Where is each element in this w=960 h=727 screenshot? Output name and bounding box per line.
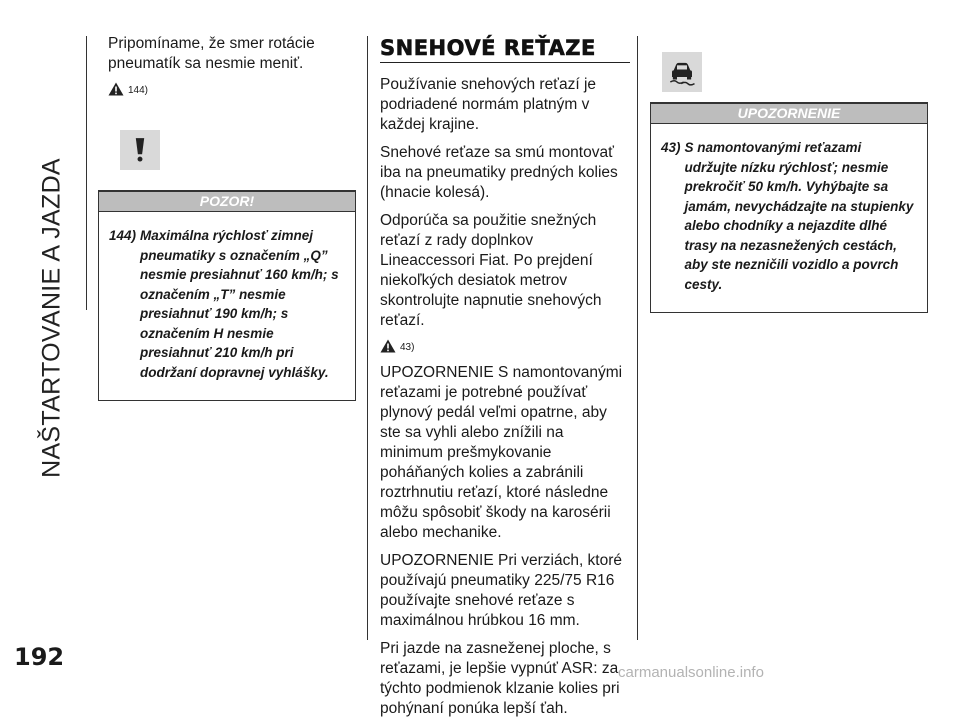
warning-reference — [380, 339, 630, 353]
intro-paragraph: Pripomíname, že smer rotácie pneumatík sa nesmie meniť. — [108, 35, 315, 72]
caution-item-text: Maximálna rýchlosť zimnej pneumatiky s označením „Q” nesmie presiahnuť 160 km/h; s označením „T” nesmie presiahnuť 190 km/h; s označením H nesmie presiahnuť 210 km/h pri dodržaní dopravnej vyhlášky. — [140, 228, 339, 380]
caution-box-body — [99, 212, 355, 400]
sidebar-divider — [86, 36, 87, 310]
caution-box-title: POZOR! — [99, 191, 355, 212]
section-sidebar-title: NAŠTARTOVANIE A JAZDA — [37, 158, 66, 478]
paragraph-3: Odporúča sa použitie snežných reťazí z rady doplnkov Lineaccessori Fiat. Po prejdení niekoľkých desiatok metrov skontrolujte napnutie snehových reťazí. — [380, 212, 602, 329]
paragraph-6: Pri jazde na zasneženej ploche, s reťazami, je lepšie vypnúť ASR: za týchto podmienok klzanie kolies pri pohýnaní ponúka lepší ťah. — [380, 640, 620, 717]
paragraph-4: UPOZORNENIE S namontovanými reťazami je potrebné používať plynový pedál veľmi opatrne, aby ste sa vyhli alebo znížili na minimum prešmykovanie poháňaných kolies a zabránili roztrhnutiu reťazí, ktoré následne môžu spôsobiť škody na karosérii alebo mechanike. — [380, 364, 623, 541]
section-heading: SNEHOVÉ REŤAZE — [380, 36, 630, 63]
warning-item-number: 43) — [661, 140, 681, 155]
column-3 — [650, 52, 928, 313]
warning-item — [661, 138, 917, 294]
paragraph-2: Snehové reťaze sa smú montovať iba na pneumatiky predných kolies (hnacie kolesá). — [380, 144, 618, 201]
warning-reference-number: 43) — [400, 342, 415, 353]
caution-item-number: 144) — [109, 228, 137, 243]
watermark: carmanualsonline.info — [618, 664, 764, 681]
warning-reference — [108, 82, 358, 96]
warning-triangle-icon — [108, 82, 124, 96]
column-divider — [637, 36, 638, 640]
warning-icon-box — [662, 52, 702, 92]
warning-icon-box — [120, 130, 160, 170]
warning-item-text: S namontovanými reťazami udržujte nízku rýchlosť; nesmie prekročiť 50 km/h. Vyhýbajte sa jamám, nevychádzajte na stupienky alebo chodníky a nejazdite dlhé trasy na nezasnežených cestách, aby ste nezničili vozidlo a povrch cesty. — [684, 140, 914, 292]
warning-reference-number: 144) — [128, 85, 149, 96]
column-2 — [380, 36, 630, 727]
column-divider — [367, 36, 368, 640]
warning-box-body — [651, 124, 927, 312]
caution-item — [109, 226, 345, 382]
page-number: 192 — [14, 643, 65, 671]
skidding-car-icon — [667, 58, 697, 86]
warning-box — [650, 102, 928, 313]
paragraph-5: UPOZORNENIE Pri verziách, ktoré používajú pneumatiky 225/75 R16 používajte snehové reťaze s maximálnou hrúbkou 16 mm. — [380, 552, 623, 629]
paragraph-1: Používanie snehových reťazí je podriadené normám platným v každej krajine. — [380, 76, 597, 133]
column-1 — [108, 34, 358, 401]
caution-box — [98, 190, 356, 401]
warning-box-title: UPOZORNENIE — [651, 103, 927, 124]
exclamation-icon — [133, 135, 147, 165]
warning-triangle-icon — [380, 339, 396, 353]
